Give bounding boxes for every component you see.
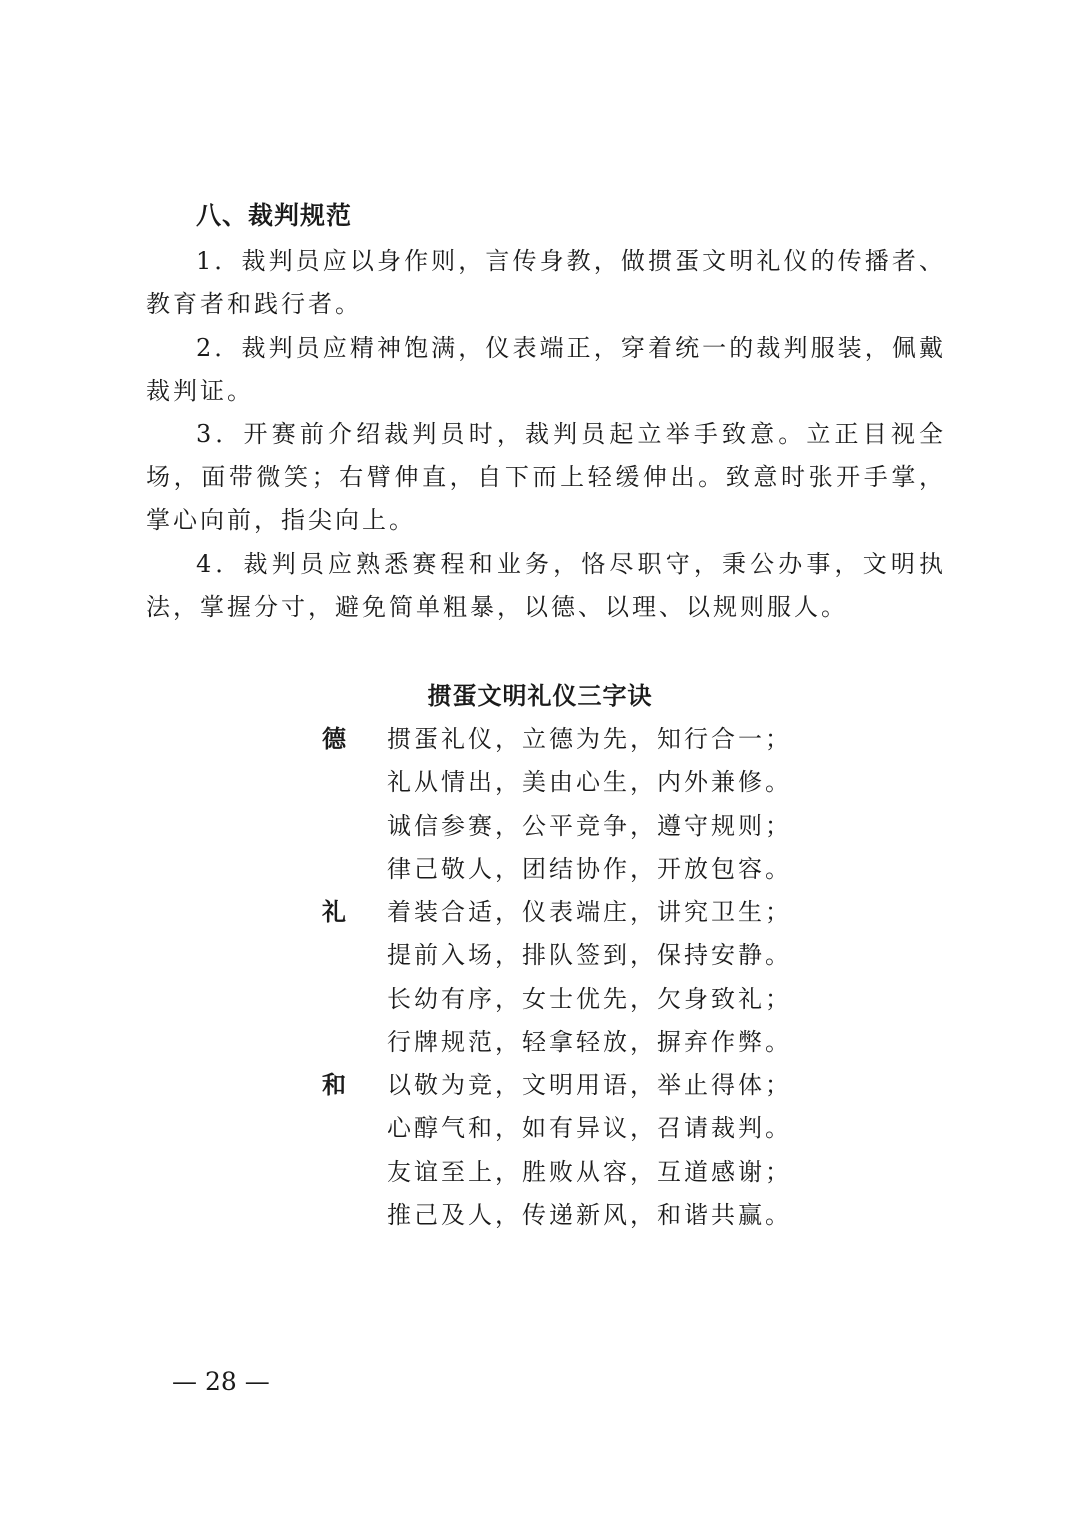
rule-paragraph-2: 2．裁判员应精神饱满，仪表端正，穿着统一的裁判服装，佩戴裁判证。: [146, 334, 946, 405]
poem-line: 诚信参赛，公平竞争，遵守规则；: [387, 811, 792, 840]
poem-title: 掼蛋文明礼仪三字诀: [427, 682, 653, 710]
poem-line: 提前入场，排队签到，保持安静。: [387, 941, 792, 970]
poem-group-char: 礼: [322, 898, 346, 926]
poem-group-he: [322, 1064, 792, 1237]
poem-line: 礼从情出，美由心生，内外兼修。: [387, 768, 792, 797]
section-heading: 八、裁判规范: [196, 201, 353, 230]
poem-line: 律己敬人，团结协作，开放包容。: [387, 854, 792, 883]
poem-group-de: [322, 718, 792, 891]
poem-line: 长幼有序，女士优先，欠身致礼；: [387, 984, 792, 1013]
rule-paragraph-3: 3．开赛前介绍裁判员时，裁判员起立举手致意。立正目视全场，面带微笑；右臂伸直，自下而上轻缓伸出。致意时张开手掌，掌心向前，指尖向上。: [146, 420, 946, 534]
poem-line: 行牌规范，轻拿轻放，摒弃作弊。: [387, 1027, 792, 1056]
poem-group-li: [322, 891, 792, 1064]
rule-paragraph-1: 1．裁判员应以身作则，言传身教，做掼蛋文明礼仪的传播者、教育者和践行者。: [146, 247, 946, 318]
poem-line: 着装合适，仪表端庄，讲究卫生；: [387, 898, 792, 926]
poem-line: 掼蛋礼仪，立德为先，知行合一；: [387, 725, 792, 753]
poem-group-char: 和: [322, 1071, 346, 1099]
poem-line: 推己及人，传递新风，和谐共赢。: [387, 1200, 792, 1229]
poem-line: 友谊至上，胜败从容，互道感谢；: [387, 1157, 792, 1186]
poem-line: 心醇气和，如有异议，召请裁判。: [387, 1114, 792, 1143]
poem-line: 以敬为竞，文明用语，举止得体；: [387, 1071, 792, 1099]
poem-group-char: 德: [322, 725, 346, 753]
page-number: — 28 —: [172, 1367, 270, 1396]
rule-paragraph-4: 4．裁判员应熟悉赛程和业务，恪尽职守，秉公办事，文明执法，掌握分寸，避免简单粗暴，以德、以理、以规则服人。: [146, 550, 946, 621]
